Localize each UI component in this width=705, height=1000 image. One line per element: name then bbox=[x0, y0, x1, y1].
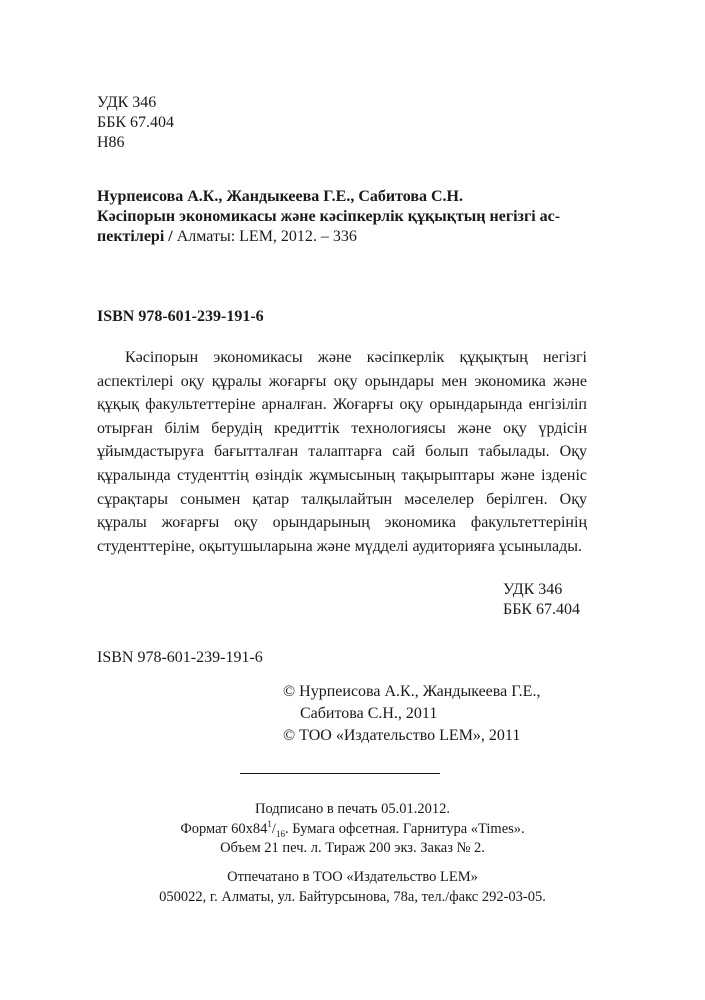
signed-to-print: Подписано в печать 05.01.2012. bbox=[255, 801, 450, 817]
volume-line: Объем 21 печ. л. Тираж 200 экз. Заказ № 2. bbox=[220, 840, 485, 856]
format-slash: / bbox=[271, 820, 276, 837]
divider-line bbox=[240, 773, 440, 774]
format-sub: 16 bbox=[275, 828, 285, 839]
book-title-line1: Кәсіпорын экономикасы және кәсіпкерлік құқықтың негізгі ас- bbox=[97, 208, 561, 225]
format-prefix: Формат 60х84 bbox=[180, 820, 268, 837]
printer-details bbox=[0, 868, 705, 907]
printed-at: Отпечатано в ТОО «Издательство LEM» bbox=[227, 869, 478, 885]
bibliographic-record bbox=[97, 187, 560, 247]
abstract bbox=[97, 346, 587, 558]
printer-address: 050022, г. Алматы, ул. Байтурсынова, 78а, тел./факс 292-03-05. bbox=[159, 888, 546, 905]
authors: Нурпеисова А.К., Жандыкеева Г.Е., Сабитова С.Н. bbox=[97, 188, 463, 205]
format-line bbox=[0, 820, 705, 840]
isbn-heading: ISBN 978-601-239-191-6 bbox=[97, 308, 264, 325]
bbk-code: ББК 67.404 bbox=[97, 114, 175, 131]
format-sup: 1 bbox=[267, 818, 272, 829]
copyright-authors-cont: Сабитова С.Н., 2011 bbox=[300, 705, 438, 722]
udk-block-right bbox=[503, 580, 580, 620]
udk-code-right: УДК 346 bbox=[503, 581, 563, 598]
print-details bbox=[0, 800, 705, 859]
book-title-line2: пектілері / bbox=[97, 228, 173, 245]
copyright-authors: © Нурпеисова А.К., Жандыкеева Г.Е., bbox=[283, 683, 541, 700]
copyright-block bbox=[283, 681, 540, 747]
isbn-plain: ISBN 978-601-239-191-6 bbox=[97, 649, 263, 666]
udk-code: УДК 346 bbox=[97, 94, 157, 111]
book-title-line2-row bbox=[97, 227, 560, 247]
author-mark: Н86 bbox=[97, 134, 125, 151]
copyright-publisher: © ТОО «Издательство LEM», 2011 bbox=[283, 727, 521, 744]
format-suffix: . Бумага офсетная. Гарнитура «Times». bbox=[284, 820, 525, 837]
bbk-code-right: ББК 67.404 bbox=[503, 601, 581, 618]
udk-block bbox=[97, 93, 174, 153]
publisher-info: Алматы: LEM, 2012. – 336 bbox=[172, 228, 357, 245]
abstract-text: Кәсіпорын экономикасы және кәсіпкерлік құқықтың негізгі аспектілері оқу құралы жоғарғы оқу орындары мен экономика және құқық факультеттеріне арналған. Жоғарғы оқу орындарында енгізіліп отырған білім берудің кредиттік технологиясы және оқу үрдісін ұйымдастыруға бағытталған талаптарға сай болып табылады. Оқу құралында студенттің өзіндік жұмысының тақырыптары және ізденіс сұрақтары сонымен қатар талқылайтын мәселелер берілген. Оқу құралы жоғарғы оқу орындарының экономика факультеттерінің студенттеріне, оқытушыларына және мүдделі аудиторияға ұсынылады. bbox=[97, 349, 587, 555]
